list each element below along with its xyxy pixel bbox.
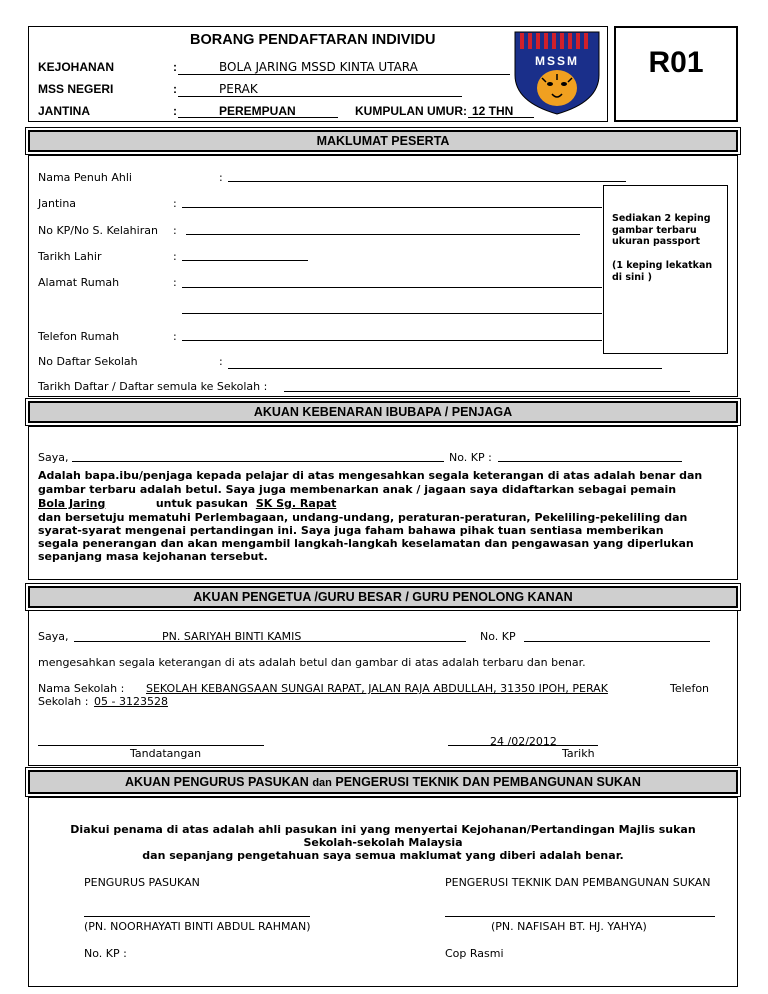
- pengurus-label: PENGURUS PASUKAN: [84, 876, 200, 889]
- ibubapa-line5: syarat-syarat mengenai pertandingan ini. Saya juga faham bahawa pihak tuan sentiasa memberikan: [38, 524, 664, 537]
- kumpulan-line: [468, 117, 534, 118]
- telefon-sekolah-value: 05 - 3123528: [94, 695, 168, 708]
- no-daftar-colon: :: [219, 355, 223, 368]
- pengurus-heading-a: AKUAN PENGURUS PASUKAN: [125, 775, 309, 789]
- pengerusi-signature-line[interactable]: [445, 916, 715, 917]
- pengetua-name: PN. SARIYAH BINTI KAMIS: [162, 630, 302, 643]
- ibubapa-heading: AKUAN KEBENARAN IBUBAPA / PENJAGA: [28, 401, 738, 423]
- sport-value: Bola Jaring: [38, 497, 106, 510]
- peserta-heading: MAKLUMAT PESERTA: [28, 130, 738, 152]
- jantina-colon: :: [173, 104, 177, 118]
- photo-note: (1 keping lekatkan di sini ): [612, 260, 713, 283]
- jantina-field[interactable]: [182, 207, 602, 208]
- photo-text: Sediakan 2 keping gambar terbaru ukuran passport: [612, 213, 711, 247]
- form-title: BORANG PENDAFTARAN INDIVIDU: [190, 32, 436, 48]
- alamat-field-2[interactable]: [182, 313, 602, 314]
- logo-text: MSSM: [535, 54, 579, 68]
- jantina-p-colon: :: [173, 197, 177, 210]
- tarikh-lahir-label: Tarikh Lahir: [38, 250, 102, 263]
- pengetua-saya: Saya,: [38, 630, 69, 643]
- tarikh-lahir-field[interactable]: [182, 260, 308, 261]
- tandatangan-line[interactable]: [38, 745, 264, 746]
- no-daftar-field[interactable]: [228, 368, 662, 369]
- tandatangan-label: Tandatangan: [130, 747, 202, 760]
- pengurus-heading: [28, 770, 738, 794]
- pengurus-name: (PN. NOORHAYATI BINTI ABDUL RAHMAN): [84, 920, 311, 933]
- telefon-colon: :: [173, 330, 177, 343]
- ibubapa-line1: Adalah bapa.ibu/penjaga kepada pelajar di atas mengesahkan segala keterangan di atas adalah benar dan: [38, 469, 703, 482]
- telefon-field[interactable]: [182, 340, 602, 341]
- untuk-text: untuk pasukan: [155, 497, 248, 510]
- nama-sekolah-value: SEKOLAH KEBANGSAAN SUNGAI RAPAT, JALAN RAJA ABDULLAH, 31350 IPOH, PERAK: [146, 682, 608, 695]
- kumpulan-label: KUMPULAN UMUR:: [355, 104, 467, 118]
- form-code: R01: [648, 46, 704, 79]
- pengetua-sahkan: mengesahkan segala keterangan di ats adalah betul dan gambar di atas adalah terbaru dan benar.: [38, 656, 586, 669]
- ibubapa-line4: dan bersetuju mematuhi Perlembagaan, undang-undang, peraturan-peraturan, Pekeliling-pekeliling dan: [38, 511, 688, 524]
- tarikh-daftar-label: Tarikh Daftar / Daftar semula ke Sekolah :: [38, 380, 268, 393]
- ibubapa-saya: Saya,: [38, 451, 69, 464]
- pengurus-signature-line[interactable]: [84, 916, 310, 917]
- ibubapa-line2: gambar terbaru adalah betul. Saya juga membenarkan anak / jagaan saya didaftarkan sebagai pemain: [38, 483, 677, 496]
- pengetua-nokp-label: No. KP: [480, 630, 516, 643]
- ibubapa-nokp-field[interactable]: [498, 461, 682, 462]
- pengetua-nokp-field[interactable]: [524, 641, 710, 642]
- nokp-colon: :: [173, 224, 177, 237]
- tarikh-label: Tarikh: [562, 747, 595, 760]
- alamat-field-1[interactable]: [182, 287, 602, 288]
- diakui-3: dan sepanjang pengetahuan saya semua maklumat yang diberi adalah benar.: [142, 849, 624, 862]
- mss-negeri-colon: :: [173, 82, 177, 96]
- alamat-label: Alamat Rumah: [38, 276, 120, 289]
- nama-colon: :: [219, 171, 223, 184]
- jantina-value: PEREMPUAN: [219, 104, 296, 118]
- mss-negeri-label: MSS NEGERI: [38, 82, 114, 96]
- tarikh-value: 24 /02/2012: [490, 735, 557, 748]
- mssm-logo: [512, 30, 602, 116]
- telefon-label: Telefon Rumah: [38, 330, 120, 343]
- jantina-line: [178, 117, 338, 118]
- team-value: SK Sg. Rapat: [255, 497, 337, 510]
- kejohanan-value: BOLA JARING MSSD KINTA UTARA: [219, 60, 418, 74]
- telefon-sekolah-label: Telefon: [670, 682, 710, 695]
- pengetua-heading: AKUAN PENGETUA /GURU BESAR / GURU PENOLONG KANAN: [28, 586, 738, 608]
- ibubapa-line6: segala penerangan dan akan mengambil langkah-langkah keselamatan dan pengawasan yang diperlukan: [38, 537, 694, 550]
- tarikh-lahir-colon: :: [173, 250, 177, 263]
- kejohanan-label: KEJOHANAN: [38, 60, 115, 74]
- jantina-p-label: Jantina: [38, 197, 77, 210]
- kejohanan-colon: :: [173, 60, 177, 74]
- ibubapa-line7: sepanjang masa kejohanan tersebut.: [38, 550, 268, 563]
- diakui-2: Sekolah-sekolah Malaysia: [303, 836, 463, 849]
- nama-sekolah-label: Nama Sekolah :: [38, 682, 125, 695]
- no-daftar-label: No Daftar Sekolah: [38, 355, 138, 368]
- kejohanan-line: [178, 74, 510, 75]
- nokp-field[interactable]: [186, 234, 580, 235]
- diakui-1: Diakui penama di atas adalah ahli pasukan ini yang menyertai Kejohanan/Pertandingan Majlis sukan: [70, 823, 696, 836]
- nama-label: Nama Penuh Ahli: [38, 171, 132, 184]
- mss-negeri-line: [178, 96, 462, 97]
- nama-field[interactable]: [228, 181, 626, 182]
- pengerusi-name: (PN. NAFISAH BT. HJ. YAHYA): [491, 920, 647, 933]
- jantina-label: JANTINA: [38, 104, 91, 118]
- cop-rasmi-label: Cop Rasmi: [445, 947, 504, 960]
- mss-negeri-value: PERAK: [219, 82, 258, 96]
- nokp-label: No KP/No S. Kelahiran: [38, 224, 158, 237]
- alamat-colon: :: [173, 276, 177, 289]
- sekolah-label: Sekolah :: [38, 695, 89, 708]
- pengurus-nokp-label: No. KP :: [84, 947, 127, 960]
- pengerusi-label: PENGERUSI TEKNIK DAN PEMBANGUNAN SUKAN: [445, 876, 711, 889]
- kumpulan-value: 12 THN: [472, 104, 514, 118]
- ibubapa-nokp-label: No. KP :: [449, 451, 492, 464]
- tarikh-daftar-field[interactable]: [284, 391, 690, 392]
- pengurus-heading-dan: dan: [312, 777, 332, 789]
- ibubapa-name-field[interactable]: [72, 461, 444, 462]
- pengurus-heading-b: PENGERUSI TEKNIK DAN PEMBANGUNAN SUKAN: [335, 775, 641, 789]
- ibubapa-line3: [38, 497, 352, 511]
